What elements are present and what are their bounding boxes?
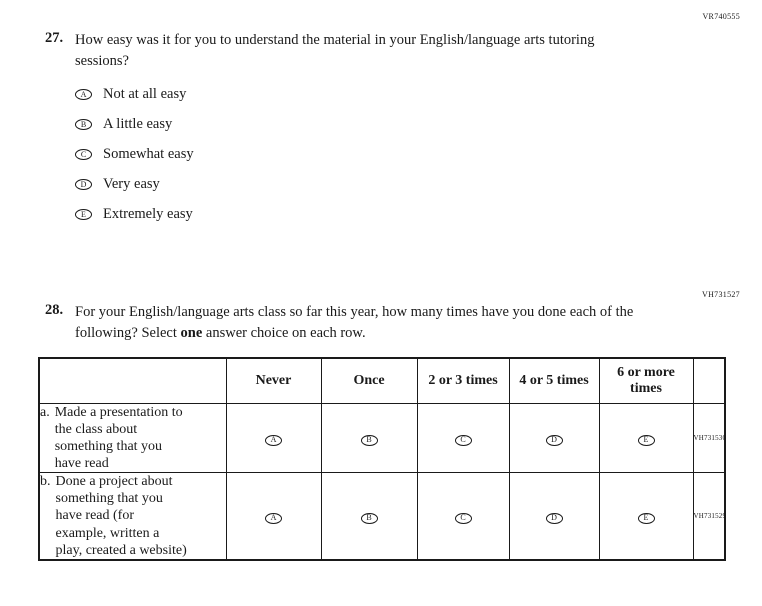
- column-header-4-or-5-times: 4 or 5 times: [509, 358, 599, 404]
- row-b-once-cell[interactable]: [321, 473, 417, 560]
- row-a-prefix: a.: [40, 405, 50, 420]
- question-28: [45, 302, 650, 343]
- q28-frequency-table: [38, 357, 726, 561]
- answer-bubble-e-icon[interactable]: E: [638, 513, 655, 524]
- option-label: A little easy: [103, 116, 173, 133]
- question-27-number: 27.: [45, 30, 64, 46]
- row-a-label: [40, 404, 226, 472]
- row-b-item: [39, 473, 226, 560]
- row-a-2or3-cell[interactable]: [417, 404, 509, 473]
- question-28-text-part1: For your English/language arts class so far this year, how many times have you done each of the following? Select: [75, 304, 634, 341]
- row-b-prefix: b.: [40, 474, 51, 490]
- question-27-options: [75, 86, 650, 223]
- row-b-2or3-cell[interactable]: [417, 473, 509, 560]
- answer-bubble-a-icon[interactable]: A: [75, 89, 92, 100]
- option-label: Extremely easy: [103, 206, 193, 223]
- header-code-blank: [693, 358, 725, 404]
- question-27: [45, 30, 650, 236]
- row-a-never-cell[interactable]: [226, 404, 321, 473]
- answer-bubble-c-icon[interactable]: C: [455, 513, 472, 524]
- answer-bubble-b-icon[interactable]: B: [361, 513, 378, 524]
- question-28-head: [45, 302, 650, 343]
- row-b-never-cell[interactable]: [226, 473, 321, 560]
- question-28-text-bold: one: [180, 324, 203, 341]
- option-not-at-all-easy[interactable]: [75, 86, 650, 103]
- row-a-code: VH731530: [693, 404, 725, 473]
- option-a-little-easy[interactable]: [75, 116, 650, 133]
- column-header-6-or-more-times: 6 or more times: [599, 358, 693, 404]
- option-very-easy[interactable]: [75, 176, 650, 193]
- answer-bubble-d-icon[interactable]: D: [546, 435, 563, 446]
- row-b-text: Done a project about something that you have read (for example, written a play, created a website): [55, 474, 187, 558]
- answer-bubble-e-icon[interactable]: E: [638, 435, 655, 446]
- question-27-text: How easy was it for you to understand the material in your English/language arts tutoring sessions?: [75, 32, 595, 69]
- table-row-b: [39, 473, 725, 560]
- question-27-head: [45, 30, 650, 71]
- row-b-code: VH731529: [693, 473, 725, 560]
- question-28-number: 28.: [45, 302, 64, 318]
- answer-bubble-b-icon[interactable]: B: [361, 435, 378, 446]
- option-label: Somewhat easy: [103, 146, 194, 163]
- question-28-text-part2: answer choice on each row.: [202, 324, 366, 341]
- column-header-2-or-3-times: 2 or 3 times: [417, 358, 509, 404]
- row-a-4or5-cell[interactable]: [509, 404, 599, 473]
- answer-bubble-c-icon[interactable]: C: [75, 149, 92, 160]
- form-code-q28: VH731527: [702, 290, 740, 299]
- row-b-label: [40, 473, 226, 558]
- row-a-item: [39, 404, 226, 473]
- answer-bubble-e-icon[interactable]: E: [75, 209, 92, 220]
- option-label: Not at all easy: [103, 86, 187, 103]
- row-b-4or5-cell[interactable]: [509, 473, 599, 560]
- answer-bubble-a-icon[interactable]: A: [265, 435, 282, 446]
- row-b-6plus-cell[interactable]: [599, 473, 693, 560]
- option-label: Very easy: [103, 176, 160, 193]
- table-row-a: [39, 404, 725, 473]
- column-header-once: Once: [321, 358, 417, 404]
- answer-bubble-d-icon[interactable]: D: [75, 179, 92, 190]
- row-a-once-cell[interactable]: [321, 404, 417, 473]
- column-header-never: Never: [226, 358, 321, 404]
- row-a-text: Made a presentation to the class about something that you have read: [54, 405, 183, 472]
- header-item-blank: [39, 358, 226, 404]
- option-somewhat-easy[interactable]: [75, 146, 650, 163]
- answer-bubble-c-icon[interactable]: C: [455, 435, 472, 446]
- table-header-row: [39, 358, 725, 404]
- answer-bubble-d-icon[interactable]: D: [546, 513, 563, 524]
- answer-bubble-a-icon[interactable]: A: [265, 513, 282, 524]
- question-28-text: [75, 302, 650, 343]
- answer-bubble-b-icon[interactable]: B: [75, 119, 92, 130]
- form-code-q27: VR740555: [702, 12, 740, 21]
- row-a-6plus-cell[interactable]: [599, 404, 693, 473]
- option-extremely-easy[interactable]: [75, 206, 650, 223]
